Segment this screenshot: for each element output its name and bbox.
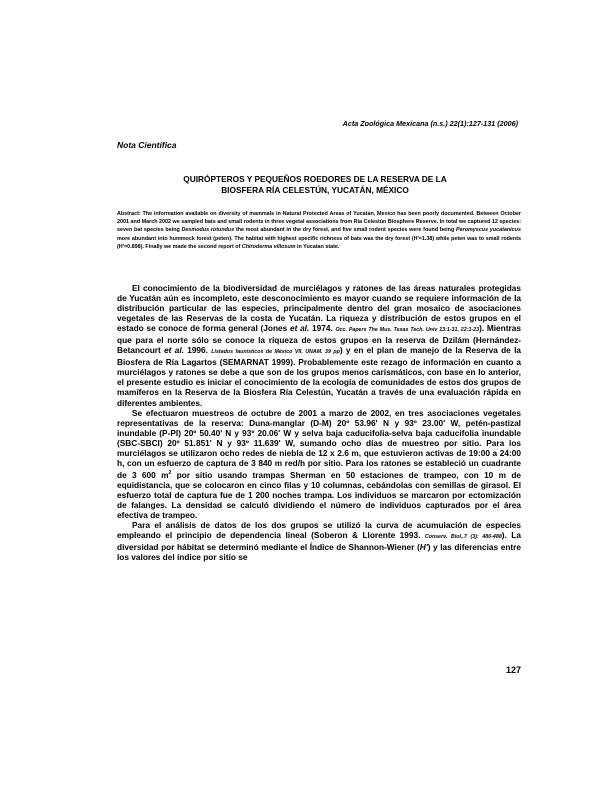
paragraph-1 [117,283,521,408]
text: ). Mientras que para el norte sólo se conoce la riqueza de estos grupos en la reserva de Dzilám (Hernández-Betancourt [117,323,521,356]
title-line-2: BIOSFERA RÍA CELESTÚN, YUCATÁN, MÉXICO [221,185,409,195]
citation: Listados faunísticos de México VII. UNAM. 39 pp [211,349,340,356]
citation: Conserv. Biol.,7 (3): 480-488 [424,533,502,540]
text: ) y en el plan de manejo de la Reserva de la Biosfera de Ría Lagartos (SEMARNAT 1999). Probablemente este rezago de información en cuanto a murciélagos y ratones se debe a que son de los grupos menos carismáticos, con base en lo anterior, el presente estudio es iniciar el conocimiento de la ecología de comunidades de estos dos grupos de mamíferos en la Reserva de la Biosfera Ría Celestún, Yucatán a través de una evaluación rápida en diferentes ambientes. [117,345,521,408]
text: Para el análisis de datos de los dos grupos se utilizó la curva de acumulación de especies empleando el principio de dependencia lineal (Soberon & Llorente 1993. [117,519,521,540]
superscript: 2 [168,469,172,476]
abstract-text: The information available on diversity of mammals in Natural Protected Areas of Yucatan, Mexico has been poorly documented. Between October 2001 and March 2002 we sampled bats and small rodents in three vegetal associations from Ría Celestún Biosphere Reserve. In total we captured 12 species: seven bat species being [117,211,521,234]
text: 1974. [309,323,336,334]
species-name: Desmodus rotundus [181,227,235,234]
abstract-text: the most abundant in the dry forest, and five small rodent species were found being [234,227,456,234]
abstract-text: in Yucatan state. [295,243,340,250]
page-number: 127 [506,665,522,675]
text: H' [419,541,428,552]
citation: Occ. Papers The Mus. Texas Tech. Univ 13:1-31, 22:1-23 [335,327,480,334]
text: por sitio usando trampas Sherman en 50 estaciones de trampeo, con 10 m de equidistancia, que se colocaron en cinco filas y 10 columnas, cebándolas con semillas de girasol. El esfuerzo total de captura fue de 1 200 noches trampa. Los individuos se marcaron por ectomización de falanges. La densidad se calculó dividiendo el número de individuos capturados por el área efectiva de trampeo. [117,469,521,520]
text: ) y las diferencias entre los valores del índice por sitio se [117,541,522,562]
text: 1996. [183,345,212,356]
paragraph-2 [117,408,521,520]
abstract [117,210,521,251]
section-label: Nota Científica [117,140,177,150]
text: El conocimiento de la biodiversidad de murciélagos y ratones de las áreas naturales protegidas de Yucatán aún es incompleto, este desconocimiento es mayor cuando se requiere información de la distribución particular de las especies, principalmente dentro del gran mosaico de asociaciones vegetales de las Reservas de la costa de Yucatán. La riqueza y distribución de estos grupos en el estado se conoce de forma general (Jones [117,283,521,334]
species-name: Chiroderma villosum [241,243,296,250]
text: Se efectuaron muestreos de octubre de 2001 a marzo de 2002, en tres asociaciones vegetales representativas de la reserva: Duna-manglar (D-M) 20º 53.96' N y 93º 23.00' W, petén-pastizal inundable (P-PI) 20º 50.40' N y 93º 20.06' W y selva baja caducifolia-selva baja caducifolia inundable (SBC-SBCI) 20º 51.851' N y 93º 11.639' W, sumando ocho días de muestreo por sitio. Para los murciélagos se utilizaron ocho redes de niebla de 12 x 2.6 m, que estuvieron activas de 19:00 a 24:00 h, con un esfuerzo de captura de 3 840 m red/h por sitio. Para los ratones se estableció un cuadrante de 3 600 m [117,407,521,480]
abstract-text: more abundant into hummock forest (peten). The habitat with highest specific richness of bats was the dry forest (H'=1.38) while peten was to small rodents (H'=0.898). Finally we made the second report of [117,235,521,250]
abstract-label: Abstract: [117,211,141,217]
text: et al. [289,323,310,334]
paragraph-3 [117,520,521,562]
running-head: Acta Zoológica Mexicana (n.s.) 22(1):127-131 (2006) [342,119,518,128]
text: et al. [164,345,184,356]
text: ). La diversidad por hábitat se determinó mediante el Índice de Shannon-Wiener ( [117,529,521,552]
title-line-1: QUIRÓPTEROS Y PEQUEÑOS ROEDORES DE LA RESERVA DE LA [183,174,447,184]
body-text [117,283,521,562]
species-name: Peromyscus yucatanicus [456,227,521,234]
article-title [110,174,520,196]
